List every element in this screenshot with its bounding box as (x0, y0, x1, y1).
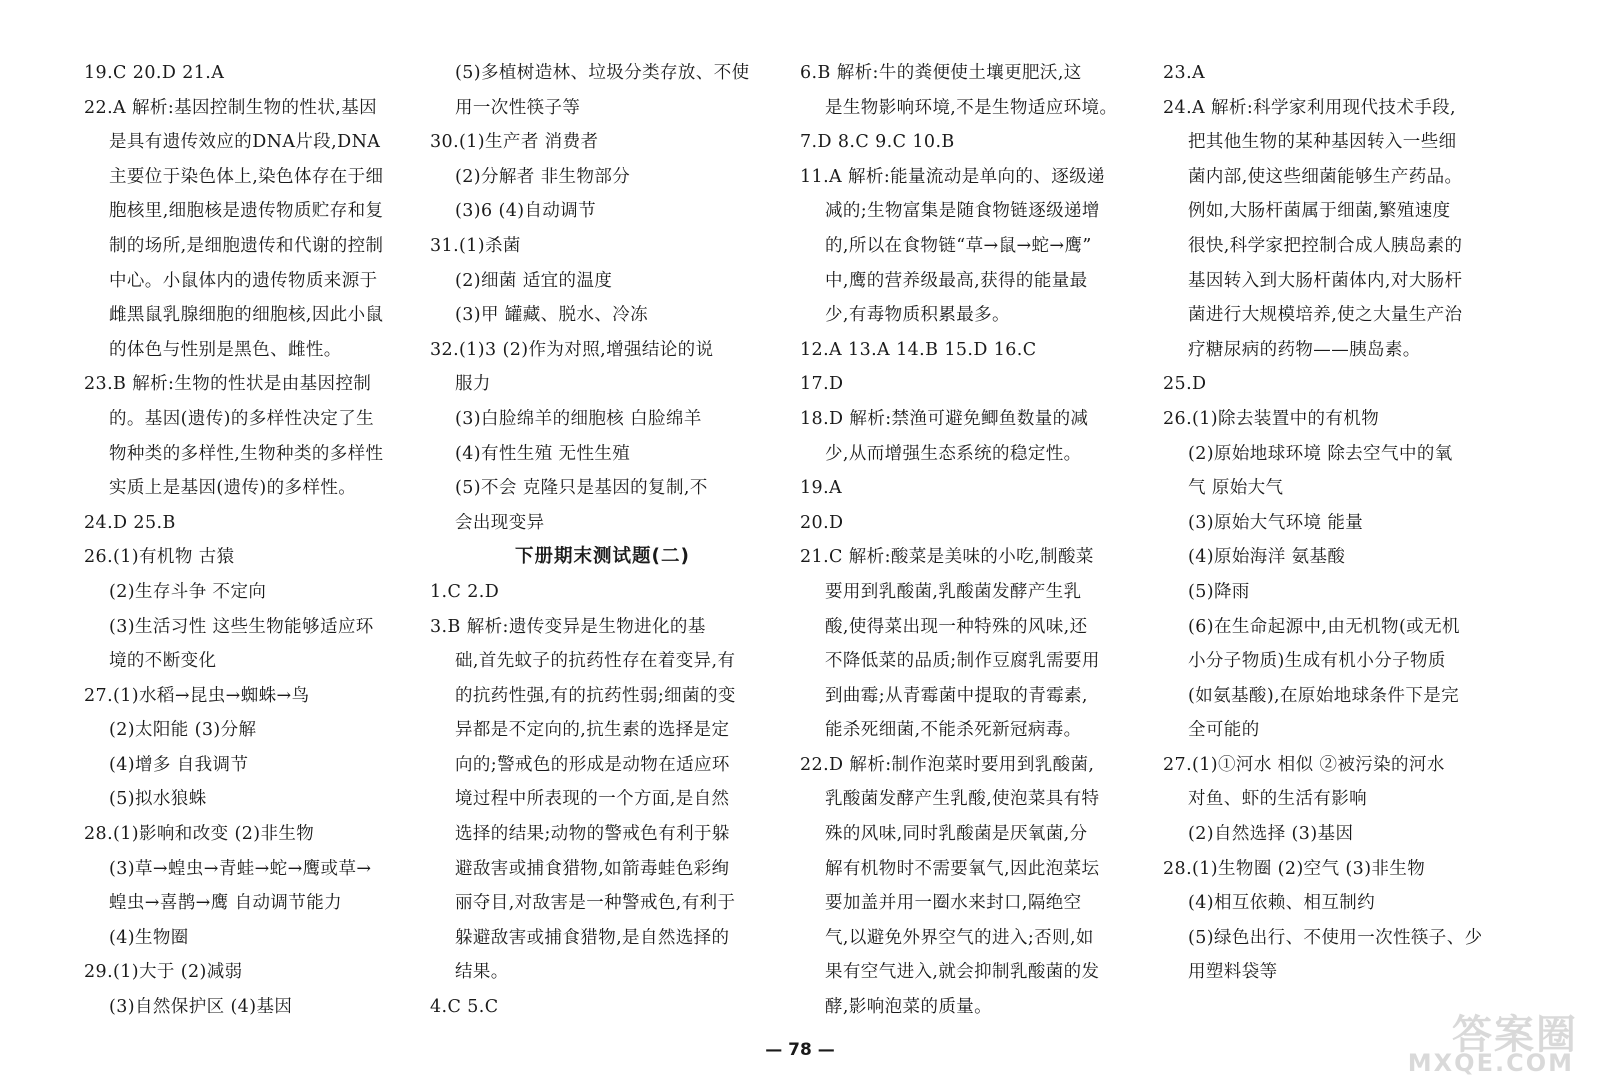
text-line: (2)分解者 非生物部分 (455, 166, 631, 187)
text-line: 1.C 2.D (430, 581, 500, 602)
text-line: 菌进行大规模培养,使之大量生产治 (1188, 305, 1463, 326)
text-line: 向的;警戒色的形成是动物在适应环 (455, 754, 730, 775)
text-line: 实质上是基因(遗传)的多样性。 (109, 478, 357, 499)
text-line: (5)多植树造林、垃圾分类存放、不使 (455, 63, 750, 83)
text-line: 雌黑鼠乳腺细胞的细胞核,因此小鼠 (109, 305, 384, 326)
text-line: (2)原始地球环境 除去空气中的氧 (1188, 443, 1453, 464)
text-line: 物种类的多样性,生物种类的多样性 (109, 443, 384, 464)
text-line: 不降低菜的品质;制作豆腐乳需要用 (825, 651, 1100, 672)
text-line: 解有机物时不需要氧气,因此泡菜坛 (825, 858, 1100, 879)
text-line: 6.B 解析:牛的粪便使土壤更肥沃,这 (800, 63, 1082, 83)
text-line: 结果。 (455, 962, 509, 983)
text-line: 用塑料袋等 (1188, 962, 1278, 983)
text-line: 25.D (1163, 374, 1207, 395)
text-line: 主要位于染色体上,染色体存在于细 (109, 166, 384, 187)
text-line: 是具有遗传效应的DNA片段,DNA (109, 132, 381, 153)
text-line: 32.(1)3 (2)作为对照,增强结论的说 (430, 339, 714, 360)
text-line: 27.(1)①河水 相似 ②被污染的河水 (1163, 754, 1445, 775)
text-line: (6)在生命起源中,由无机物(或无机 (1188, 616, 1460, 637)
text-line: 能杀死细菌,不能杀死新冠病毒。 (825, 720, 1082, 741)
text-line: 用一次性筷子等 (455, 97, 581, 118)
text-line: 小分子物质)生成有机小分子物质 (1188, 651, 1446, 672)
text-line: 是生物影响环境,不是生物适应环境。 (825, 97, 1118, 118)
text-line: 果有空气进入,就会抑制乳酸菌的发 (825, 962, 1100, 983)
text-line: 19.C 20.D 21.A (84, 63, 225, 83)
text-line: 很快,科学家把控制合成人胰岛素的 (1188, 235, 1463, 256)
text-line: 22.A 解析:基因控制生物的性状,基因 (84, 97, 377, 118)
text-line: 12.A 13.A 14.B 15.D 16.C (800, 339, 1037, 360)
text-line: 4.C 5.C (430, 997, 499, 1018)
text-line: 避敌害或捕食猎物,如箭毒蛙色彩绚 (455, 858, 730, 879)
text-line: 异都是不定向的,抗生素的选择是定 (455, 720, 730, 741)
text-line: 减的;生物富集是随食物链逐级递增 (825, 201, 1100, 222)
text-line: 29.(1)大于 (2)减弱 (84, 962, 243, 983)
text-line: (5)拟水狼蛛 (109, 789, 207, 810)
text-line: 境过程中所表现的一个方面,是自然 (455, 789, 730, 810)
column-3 (800, 56, 1135, 1025)
watermark-url: MXQE.COM (1407, 1049, 1574, 1077)
text-line: 会出现变异 (455, 512, 545, 533)
text-line: 酸,使得菜出现一种特殊的风味,还 (825, 616, 1088, 637)
text-line: 础,首先蚊子的抗药性存在着变异,有 (455, 651, 736, 672)
text-line: 对鱼、虾的生活有影响 (1188, 789, 1367, 810)
text-line: 的抗药性强,有的抗药性弱;细菌的变 (455, 685, 736, 706)
text-line: 疗糖尿病的药物——胰岛素。 (1188, 339, 1421, 360)
text-line: 制的场所,是细胞遗传和代谢的控制 (109, 235, 384, 256)
text-line: 基因转入到大肠杆菌体内,对大肠杆 (1188, 270, 1463, 291)
text-line: 到曲霉;从青霉菌中提取的青霉素, (825, 685, 1088, 706)
text-line: 选择的结果;动物的警戒色有利于躲 (455, 824, 730, 845)
text-line: 全可能的 (1188, 720, 1260, 741)
text-line: 把其他生物的某种基因转入一些细 (1188, 132, 1457, 153)
text-line: (5)绿色出行、不使用一次性筷子、少 (1188, 927, 1483, 948)
text-line: 要用到乳酸菌,乳酸菌发酵产生乳 (825, 581, 1082, 602)
text-line: 24.D 25.B (84, 512, 176, 533)
text-line: 中心。小鼠体内的遗传物质来源于 (109, 270, 378, 291)
text-line: (4)增多 自我调节 (109, 754, 249, 775)
text-line: 要加盖并用一圈水来封口,隔绝空 (825, 893, 1082, 914)
watermark-logo (1408, 1003, 1578, 1077)
text-line: 28.(1)影响和改变 (2)非生物 (84, 824, 315, 845)
text-line: 胞核里,细胞核是遗传物质贮存和复 (109, 201, 384, 222)
text-line: 蝗虫→喜鹊→鹰 自动调节能力 (109, 893, 342, 914)
text-line: (3)甲 罐藏、脱水、冷冻 (455, 305, 649, 326)
text-line: 21.C 解析:酸菜是美味的小吃,制酸菜 (800, 547, 1094, 568)
text-line: (3)生活习性 这些生物能够适应环 (109, 616, 374, 637)
text-line: 菌内部,使这些细菌能够生产药品。 (1188, 166, 1463, 187)
text-line: (4)原始海洋 氨基酸 (1188, 547, 1346, 568)
text-line: (2)太阳能 (3)分解 (109, 720, 257, 741)
text-line: (3)原始大气环境 能量 (1188, 512, 1364, 533)
text-line: 的。基因(遗传)的多样性决定了生 (109, 408, 375, 429)
text-line: 27.(1)水稻→昆虫→蜘蛛→鸟 (84, 685, 310, 706)
text-line: (5)不会 克隆只是基因的复制,不 (455, 478, 708, 499)
text-line: 31.(1)杀菌 (430, 235, 521, 256)
text-line: 少,从而增强生态系统的稳定性。 (825, 443, 1082, 464)
text-line: 丽夺目,对敌害是一种警戒色,有利于 (455, 893, 736, 914)
watermark-title: 答案圈 (1452, 1012, 1578, 1058)
text-line: (3)白脸绵羊的细胞核 白脸绵羊 (455, 408, 702, 429)
text-line: 26.(1)有机物 古猿 (84, 547, 235, 568)
text-line: 境的不断变化 (109, 651, 217, 672)
text-line: 躲避敌害或捕食猎物,是自然选择的 (455, 927, 730, 948)
text-line: 26.(1)除去装置中的有机物 (1163, 408, 1380, 429)
text-line: 酵,影响泡菜的质量。 (825, 997, 993, 1018)
text-line: (3)草→蝗虫→青蛙→蛇→鹰或草→ (109, 858, 372, 879)
text-line: 22.D 解析:制作泡菜时要用到乳酸菌, (800, 754, 1095, 775)
text-line: 19.A (800, 478, 843, 499)
text-line: 7.D 8.C 9.C 10.B (800, 132, 955, 153)
text-line: (4)相互依赖、相互制约 (1188, 893, 1376, 914)
text-line: 18.D 解析:禁渔可避免鲫鱼数量的减 (800, 408, 1089, 429)
column-1 (84, 56, 414, 1025)
text-line: 28.(1)生物圈 (2)空气 (3)非生物 (1163, 858, 1426, 879)
text-line: 气,以避免外界空气的进入;否则,如 (825, 927, 1094, 948)
text-line: (3)自然保护区 (4)基因 (109, 997, 293, 1018)
column-2 (430, 56, 775, 1025)
text-line: 3.B 解析:遗传变异是生物进化的基 (430, 616, 706, 637)
text-line: 中,鹰的营养级最高,获得的能量最 (825, 270, 1088, 291)
text-line: 23.A (1163, 63, 1206, 83)
text-line: (5)降雨 (1188, 581, 1250, 602)
text-line: 的,所以在食物链“草→鼠→蛇→鹰” (825, 235, 1092, 256)
text-line: 气 原始大气 (1188, 478, 1284, 499)
text-line: 30.(1)生产者 消费者 (430, 132, 599, 153)
page-number: — 78 — (765, 1040, 835, 1060)
text-line: 服力 (455, 374, 491, 395)
text-line: (4)生物圈 (109, 927, 189, 948)
text-line: 17.D (800, 374, 844, 395)
text-line: 20.D (800, 512, 844, 533)
text-line: 少,有毒物质积累最多。 (825, 305, 1010, 326)
text-line: (2)自然选择 (3)基因 (1188, 824, 1354, 845)
text-line: (如氨基酸),在原始地球条件下是完 (1188, 685, 1460, 706)
text-line: 例如,大肠杆菌属于细菌,繁殖速度 (1188, 201, 1451, 222)
text-line: 的体色与性别是黑色、雌性。 (109, 339, 342, 360)
text-line: (3)6 (4)自动调节 (455, 201, 597, 222)
text-line: (4)有性生殖 无性生殖 (455, 443, 631, 464)
text-line: 11.A 解析:能量流动是单向的、逐级递 (800, 166, 1105, 187)
text-line: (2)细菌 适宜的温度 (455, 270, 613, 291)
text-line: 24.A 解析:科学家利用现代技术手段, (1163, 97, 1456, 118)
text-line: 殊的风味,同时乳酸菌是厌氧菌,分 (825, 824, 1088, 845)
text-line: 乳酸菌发酵产生乳酸,使泡菜具有特 (825, 789, 1100, 810)
column-4 (1163, 56, 1503, 990)
section-title: 下册期末测试题(二) (515, 546, 690, 568)
text-line: (2)生存斗争 不定向 (109, 581, 267, 602)
text-line: 23.B 解析:生物的性状是由基因控制 (84, 374, 372, 395)
